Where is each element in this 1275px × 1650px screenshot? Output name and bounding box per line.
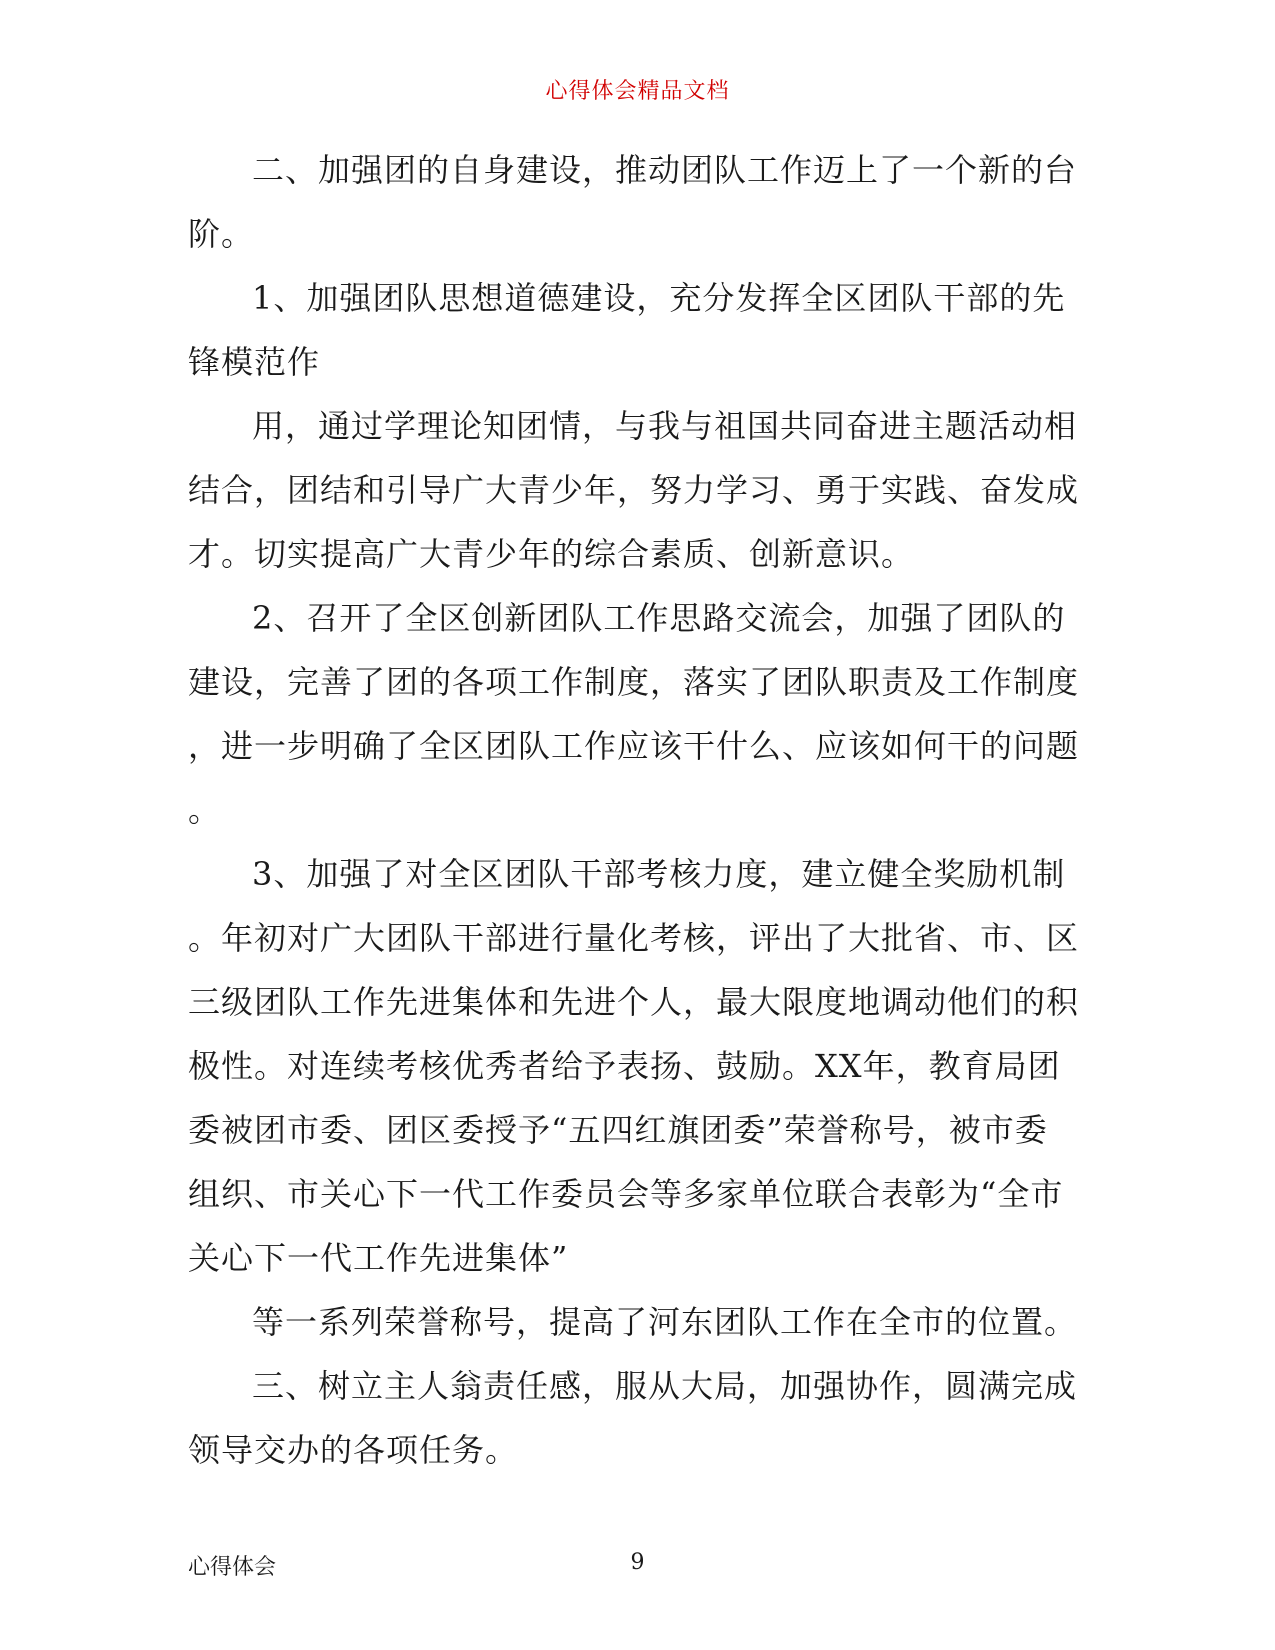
paragraph-line: 阶。 [188, 215, 255, 253]
paragraph-line: 极性。对连续考核优秀者给予表扬、鼓励。XX年，教育局团 [188, 1047, 1061, 1085]
paragraph-line: 结合，团结和引导广大青少年，努力学习、勇于实践、奋发成 [188, 471, 1080, 509]
paragraph-line: 2、召开了全区创新团队工作思路交流会，加强了团队的 [252, 599, 1066, 637]
paragraph-line: 关心下一代工作先进集体” [188, 1239, 569, 1277]
paragraph-line: 锋模范作 [188, 343, 321, 381]
document-body [188, 138, 1088, 1482]
paragraph-line: 三、树立主人翁责任感，服从大局，加强协作，圆满完成 [252, 1367, 1078, 1405]
paragraph-line: 三级团队工作先进集体和先进个人，最大限度地调动他们的积 [188, 983, 1080, 1021]
paragraph-line: ，进一步明确了全区团队工作应该干什么、应该如何干的问题 [188, 727, 1080, 765]
document-header-title: 心得体会精品文档 [545, 79, 730, 104]
paragraph-line: 领导交办的各项任务。 [188, 1431, 519, 1469]
paragraph-line: 。 [188, 791, 222, 829]
footer-label: 心得体会 [188, 1555, 277, 1580]
paragraph-line: 组织、市关心下一代工作委员会等多家单位联合表彰为“全市 [188, 1175, 1064, 1213]
paragraph-line: 。年初对广大团队干部进行量化考核，评出了大批省、市、区 [188, 919, 1080, 957]
paragraph-line: 等一系列荣誉称号，提高了河东团队工作在全市的位置。 [252, 1303, 1078, 1341]
paragraph-line: 二、加强团的自身建设，推动团队工作迈上了一个新的台 [252, 151, 1078, 189]
paragraph-line: 1、加强团队思想道德建设，充分发挥全区团队干部的先 [252, 279, 1066, 317]
paragraph-line: 建设，完善了团的各项工作制度，落实了团队职责及工作制度 [188, 663, 1080, 701]
paragraph-line: 才。切实提高广大青少年的综合素质、创新意识。 [188, 535, 915, 573]
paragraph-line: 委被团市委、团区委授予“五四红旗团委”荣誉称号，被市委 [188, 1111, 1048, 1149]
page-number: 9 [630, 1550, 645, 1575]
paragraph-line: 用，通过学理论知团情，与我与祖国共同奋进主题活动相 [252, 407, 1078, 445]
paragraph-line: 3、加强了对全区团队干部考核力度，建立健全奖励机制 [252, 855, 1066, 893]
